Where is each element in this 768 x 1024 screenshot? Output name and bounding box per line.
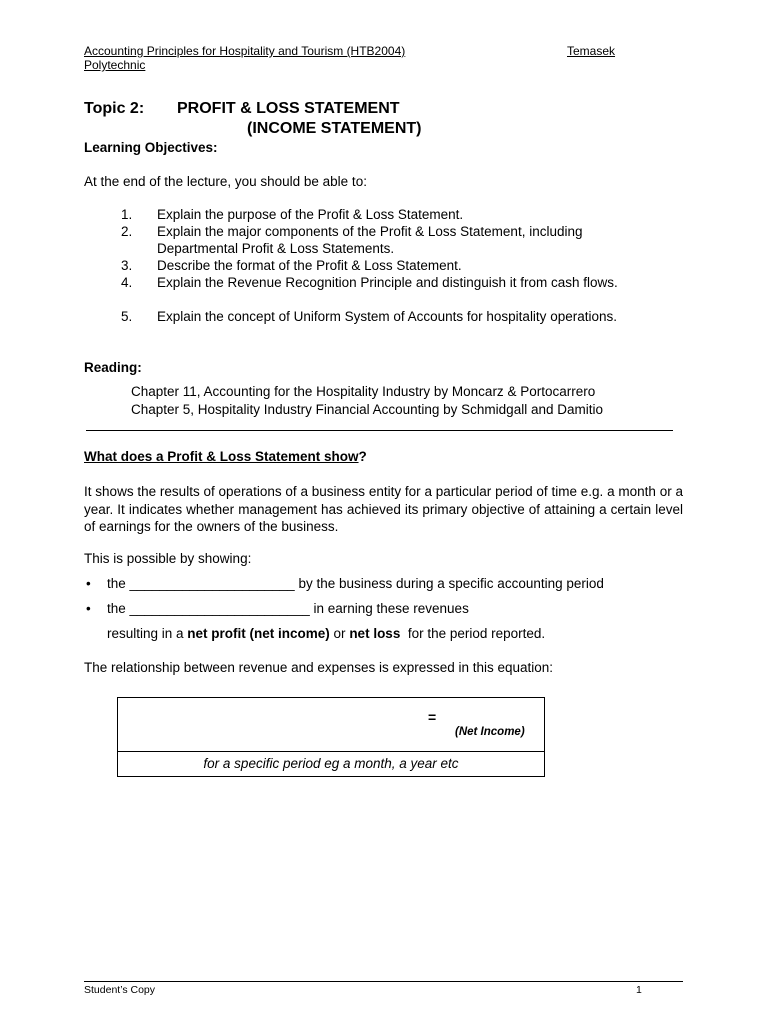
objective-number: 3. [121, 258, 133, 273]
objective-text: Explain the concept of Uniform System of Accounts for hospitality operations. [157, 309, 617, 324]
bullet-symbol: • [86, 601, 91, 616]
topic-title-line1: PROFIT & LOSS STATEMENT [177, 100, 400, 117]
result-mid: or [329, 626, 350, 641]
equation-box-divider [118, 751, 544, 752]
objective-text: Explain the major components of the Profit & Loss Statement, including Departmental Profit & Loss Statements. [157, 224, 583, 256]
reading-item: Chapter 5, Hospitality Industry Financial Accounting by Schmidgall and Damitio [131, 402, 603, 417]
objective-item [121, 224, 681, 258]
result-suffix: for the period reported. [400, 626, 546, 641]
objective-text: Describe the format of the Profit & Loss Statement. [157, 258, 462, 273]
result-net-loss: net loss [349, 626, 401, 641]
bullet-symbol: • [86, 576, 91, 591]
bullet-text: the ________________________ in earning these revenues [107, 601, 469, 616]
header-institution-continued: Polytechnic [84, 58, 146, 72]
net-income-label: (Net Income) [455, 726, 525, 738]
objective-item [121, 275, 681, 309]
section-heading-suffix: ? [358, 449, 367, 464]
result-line [107, 625, 545, 642]
section-paragraph: It shows the results of operations of a business entity for a particular period of time e.g. a month or a year. It indicates whether management has achieved its primary objective of attaining a certain level of earnings for the owners of the business. [84, 484, 683, 534]
footer-copy-label: Student’s Copy [84, 984, 156, 996]
topic-title-line2: (INCOME STATEMENT) [247, 120, 422, 137]
objective-text: Explain the Revenue Recognition Principle and distinguish it from cash flows. [157, 275, 618, 290]
objective-item [121, 258, 681, 275]
objective-number: 4. [121, 275, 133, 290]
learning-objectives-intro: At the end of the lecture, you should be able to: [84, 174, 367, 189]
objective-number: 5. [121, 309, 133, 324]
section-divider [86, 430, 673, 431]
reading-heading: Reading: [84, 360, 142, 375]
bullet-text: the ______________________ by the business during a specific accounting period [107, 576, 604, 591]
footer-rule [84, 981, 683, 982]
page-number: 1 [636, 984, 642, 996]
objective-item [121, 207, 681, 224]
possible-by-text: This is possible by showing: [84, 551, 252, 566]
equation-box [117, 697, 545, 777]
result-net-profit: net profit (net income) [187, 626, 330, 641]
objective-item [121, 309, 681, 343]
header-institution: Temasek [567, 44, 616, 58]
period-note: for a specific period eg a month, a year etc [203, 756, 459, 771]
topic-label: Topic 2: [84, 100, 145, 117]
header-course: Accounting Principles for Hospitality and Tourism (HTB2004) [84, 44, 406, 58]
section-heading [84, 449, 367, 464]
equals-sign: = [428, 709, 437, 725]
result-prefix: resulting in a [107, 626, 188, 641]
objective-number: 2. [121, 224, 133, 239]
reading-item: Chapter 11, Accounting for the Hospitality Industry by Moncarz & Portocarrero [131, 384, 596, 399]
objective-number: 1. [121, 207, 133, 222]
learning-objectives-heading: Learning Objectives: [84, 140, 218, 155]
relationship-text: The relationship between revenue and expenses is expressed in this equation: [84, 660, 554, 675]
section-heading-text: What does a Profit & Loss Statement show [84, 449, 359, 464]
objective-text: Explain the purpose of the Profit & Loss Statement. [157, 207, 464, 222]
